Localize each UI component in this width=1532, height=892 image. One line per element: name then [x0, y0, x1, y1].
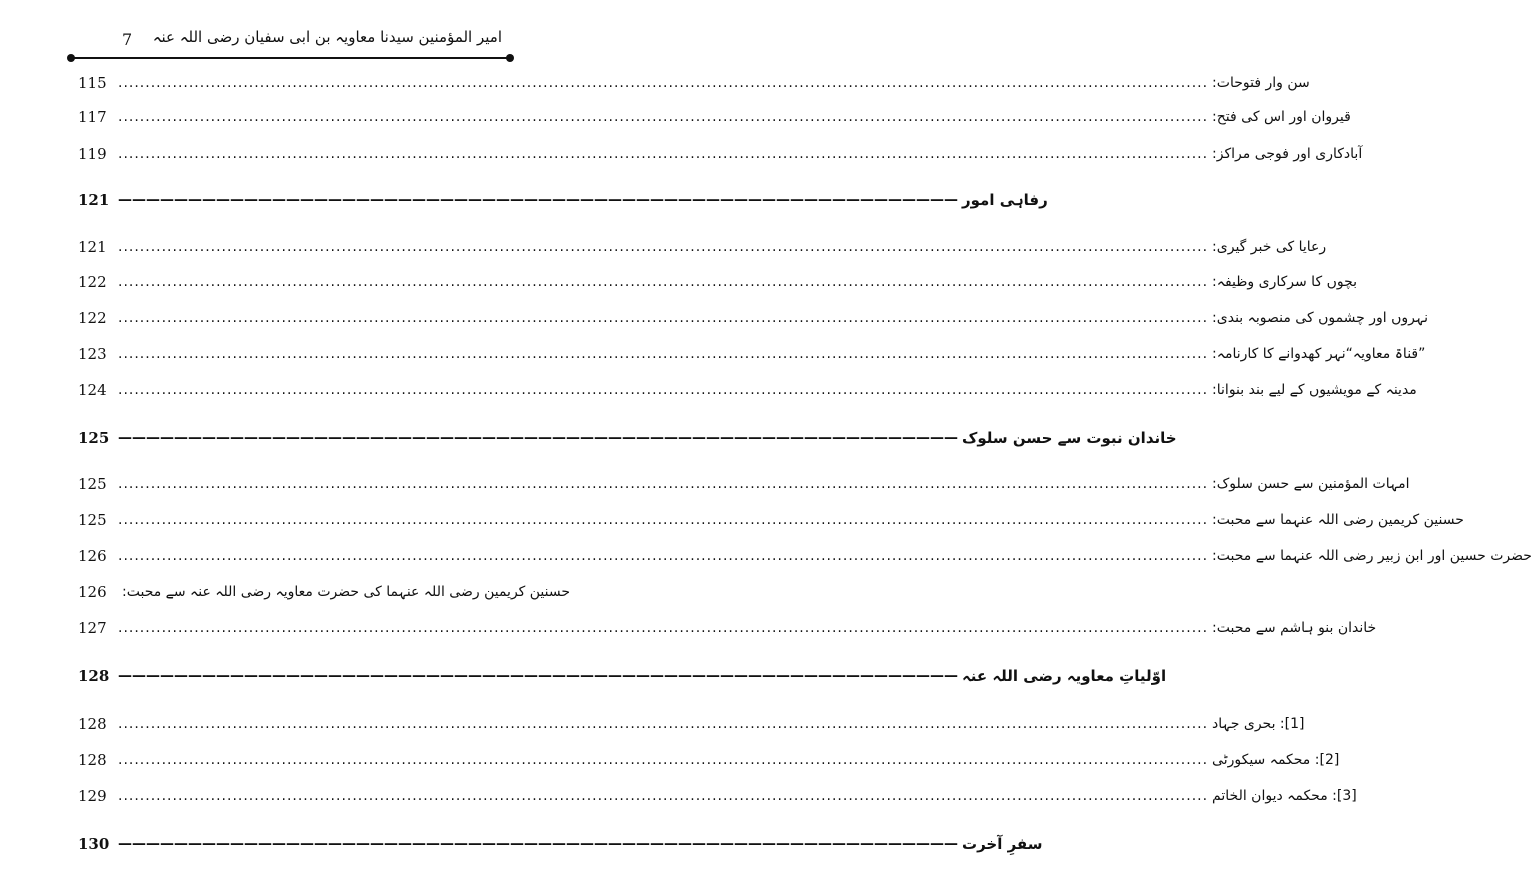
- toc-leader: ........................................................................................................................................................................................................: [118, 548, 1209, 564]
- toc-entry-row: [78, 542, 1532, 570]
- toc-page-number: 122: [78, 273, 107, 291]
- toc-section-row: [78, 424, 1177, 452]
- toc-title: بچوں کا سرکاری وظیفہ:: [1212, 274, 1358, 290]
- toc-title: [3]: محکمہ دیوان الخاتم: [1212, 788, 1357, 804]
- toc-page-number: 125: [78, 475, 107, 493]
- toc-page-number: 123: [78, 345, 107, 363]
- toc-title: رفاہی امور: [962, 191, 1048, 209]
- toc-entry-row: [78, 340, 1426, 368]
- toc-title: ”قناۃ معاویہ“نہر کھدوانے کا کارنامہ:: [1212, 346, 1426, 362]
- toc-leader: ————————————————————————————————————————————————————————————: [118, 192, 958, 208]
- toc-page-number: 121: [78, 191, 110, 209]
- page-header: [70, 28, 502, 54]
- toc-title: [2]: محکمہ سیکورٹی: [1212, 752, 1340, 768]
- toc-leader: ........................................................................................................................................................................................................: [118, 109, 1209, 125]
- toc-title: آبادکاری اور فوجی مراکز:: [1212, 146, 1363, 162]
- toc-page-number: 122: [78, 309, 107, 327]
- toc-page-number: 129: [78, 787, 107, 805]
- toc-section-row: [78, 662, 1167, 690]
- toc-entry-row: [78, 103, 1351, 131]
- rule-end-dot-left: [67, 54, 75, 62]
- toc-title: [1]: بحری جہاد: [1212, 716, 1305, 732]
- toc-leader: ........................................................................................................................................................................................................: [118, 310, 1209, 326]
- toc-leader: ........................................................................................................................................................................................................: [118, 752, 1209, 768]
- toc-leader: ........................................................................................................................................................................................................: [118, 476, 1209, 492]
- toc-page-number: 126: [78, 583, 107, 601]
- toc-entry-row: [78, 376, 1417, 404]
- toc-page-number: 126: [78, 547, 107, 565]
- toc-section-row: [78, 830, 1043, 858]
- toc-leader: ........................................................................................................................................................................................................: [118, 382, 1209, 398]
- toc-leader: ........................................................................................................................................................................................................: [118, 620, 1209, 636]
- toc-page-number: 128: [78, 751, 107, 769]
- toc-entry-row: [78, 746, 1340, 774]
- toc-title: خاندان بنو ہاشم سے محبت:: [1212, 620, 1377, 636]
- toc-page-number: 119: [78, 145, 107, 163]
- toc-leader: ————————————————————————————————————————————————————————————: [118, 430, 958, 446]
- toc-entry-row: [78, 614, 1377, 642]
- toc-entry-row: [78, 710, 1305, 738]
- toc-title: حضرت حسین اور ابن زبیر رضی اللہ عنہما سے محبت:: [1212, 548, 1532, 564]
- header-rule: [72, 57, 508, 59]
- toc-entry-row: [78, 782, 1357, 810]
- toc-page-number: 117: [78, 108, 107, 126]
- toc-leader: ........................................................................................................................................................................................................: [118, 512, 1209, 528]
- toc-leader: ........................................................................................................................................................................................................: [118, 146, 1209, 162]
- toc-leader: ————————————————————————————————————————————————————————————: [118, 836, 958, 852]
- toc-page-number: 124: [78, 381, 107, 399]
- toc-title: مدینہ کے مویشیوں کے لیے بند بنوانا:: [1212, 382, 1417, 398]
- toc-title: خاندان نبوت سے حسن سلوک: [962, 429, 1177, 447]
- toc-page-number: 115: [78, 74, 107, 92]
- toc-title: حسنین کریمین رضی اللہ عنہما سے محبت:: [1212, 512, 1464, 528]
- toc-title: رعایا کی خبر گیری:: [1212, 239, 1327, 255]
- toc-title: قیروان اور اس کی فتح:: [1212, 109, 1351, 125]
- rule-end-dot-right: [506, 54, 514, 62]
- toc-title: امہات المؤمنین سے حسن سلوک:: [1212, 476, 1410, 492]
- toc-title: اوّلیاتِ معاویہ رضی اللہ عنہ: [962, 667, 1167, 685]
- toc-page-number: 125: [78, 429, 110, 447]
- toc-title: حسنین کریمین رضی اللہ عنہما کی حضرت معاویہ رضی اللہ عنہ سے محبت:: [122, 584, 571, 600]
- page-number: 7: [122, 30, 133, 49]
- toc-leader: ........................................................................................................................................................................................................: [118, 346, 1209, 362]
- toc-entry-row: [78, 268, 1358, 296]
- toc-leader: ........................................................................................................................................................................................................: [118, 274, 1209, 290]
- toc-entry-row: [78, 578, 571, 606]
- toc-entry-row: [78, 304, 1429, 332]
- toc-entry-row: [78, 140, 1363, 168]
- toc-leader: ........................................................................................................................................................................................................: [118, 716, 1209, 732]
- toc-title: نہروں اور چشموں کی منصوبہ بندی:: [1212, 310, 1429, 326]
- toc-entry-row: [78, 470, 1410, 498]
- toc-entry-row: [78, 69, 1310, 97]
- toc-page-number: 125: [78, 511, 107, 529]
- toc-title: سفرِ آخرت: [962, 835, 1043, 853]
- toc-title: سن وار فتوحات:: [1212, 75, 1310, 91]
- toc-entry-row: [78, 233, 1327, 261]
- toc-page-number: 121: [78, 238, 107, 256]
- toc-leader: ........................................................................................................................................................................................................: [118, 239, 1209, 255]
- toc-leader: ————————————————————————————————————————————————————————————: [118, 668, 958, 684]
- toc-page-number: 127: [78, 619, 107, 637]
- toc-page-number: 128: [78, 667, 110, 685]
- toc-section-row: [78, 186, 1048, 214]
- toc-leader: ........................................................................................................................................................................................................: [118, 75, 1209, 91]
- toc-page-number: 130: [78, 835, 110, 853]
- toc-page-number: 128: [78, 715, 107, 733]
- running-title: امیر المؤمنین سیدنا معاویہ بن ابی سفیان رضی اللہ عنہ: [152, 28, 502, 46]
- toc-leader: ........................................................................................................................................................................................................: [118, 788, 1209, 804]
- toc-entry-row: [78, 506, 1464, 534]
